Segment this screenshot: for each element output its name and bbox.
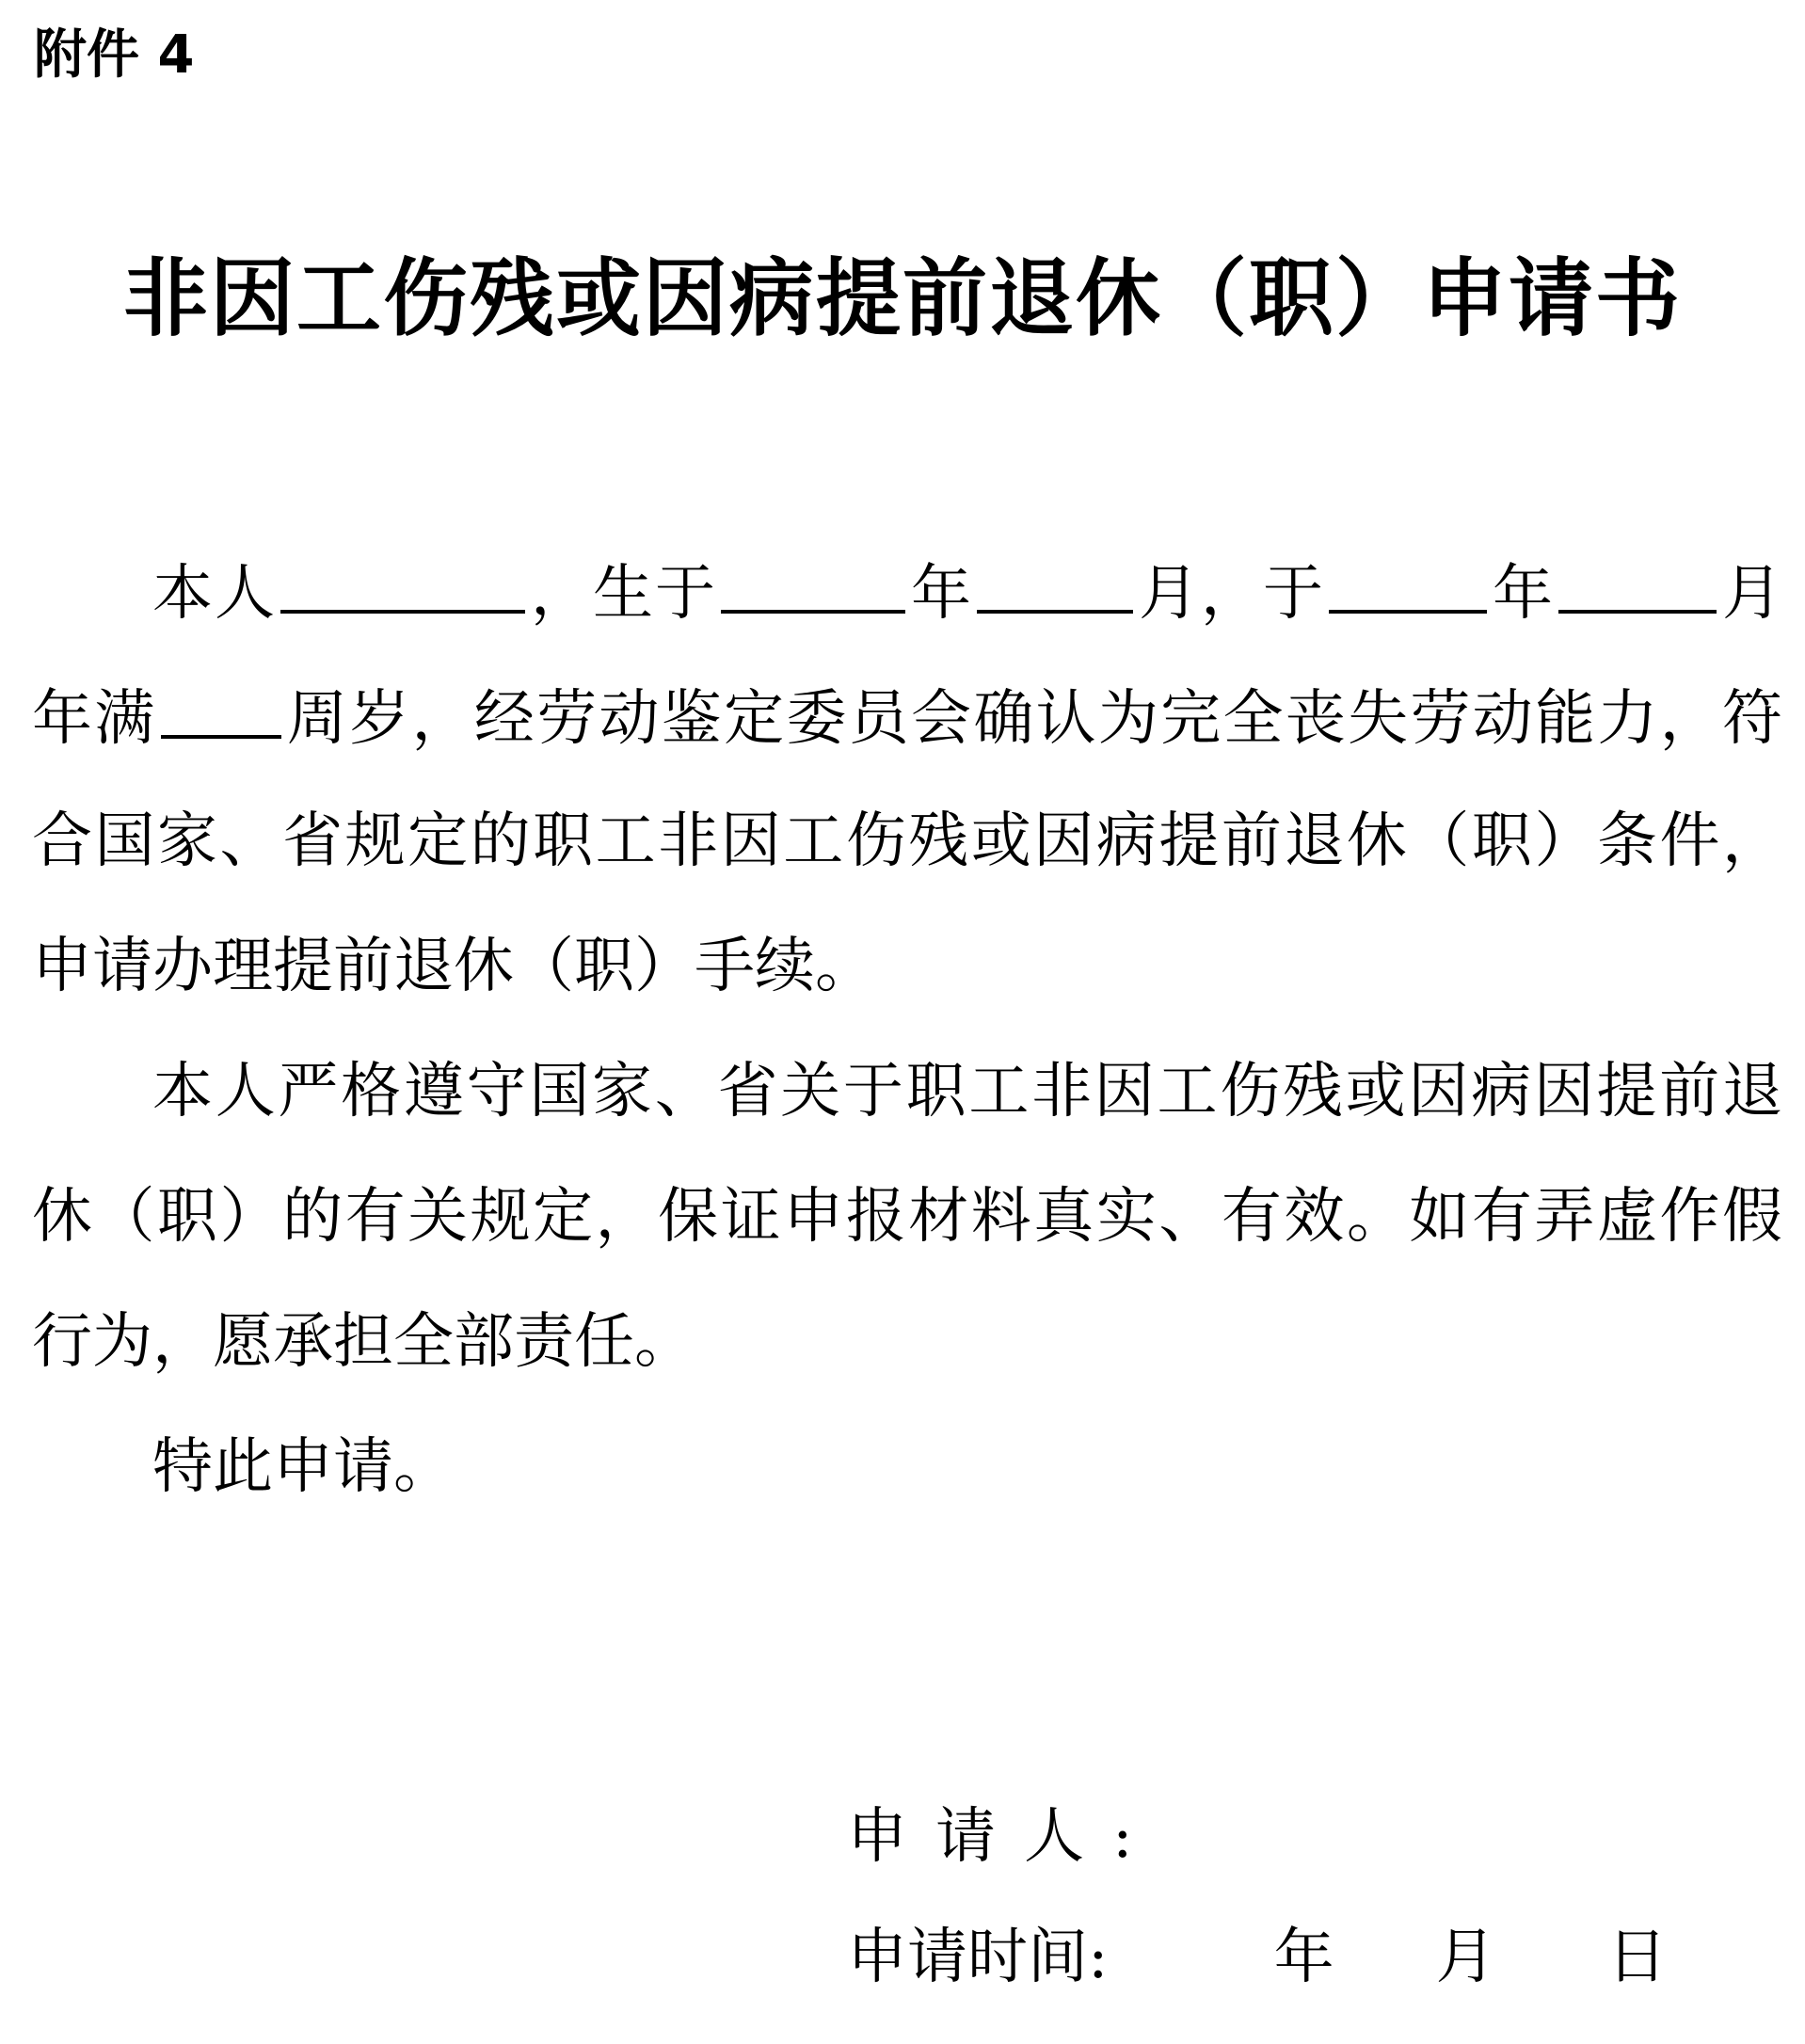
document-title: 非因工伤残或因病提前退休（职）申请书	[123, 248, 1682, 348]
age-reach-month-blank[interactable]	[1558, 553, 1717, 614]
application-date-label: 申请时间:	[847, 1923, 1109, 1992]
text-segment: 月	[1720, 559, 1782, 629]
paragraph-2-line-1: 本人严格遵守国家、省关于职工非因工伤残或因病因提前退	[152, 1057, 1782, 1126]
text-segment: 年	[909, 559, 973, 629]
text-segment: 年满	[32, 684, 157, 754]
paragraph-1-line-3: 合国家、省规定的职工非因工伤残或因病提前退休（职）条件，	[32, 806, 1782, 876]
applicant-label: 申请人:	[847, 1802, 1161, 1872]
birth-month-blank[interactable]	[977, 553, 1133, 614]
application-date-row	[847, 1920, 1668, 1995]
month-unit: 月	[1435, 1923, 1496, 1992]
text-segment: 周岁，经劳动鉴定委员会确认为完全丧失劳动能力，符	[284, 684, 1783, 754]
day-unit: 日	[1606, 1923, 1668, 1992]
year-unit: 年	[1273, 1923, 1334, 1992]
paragraph-2-line-2: 休（职）的有关规定，保证申报材料真实、有效。如有弄虚作假	[32, 1182, 1782, 1252]
paragraph-2-line-3: 行为，愿承担全部责任。	[32, 1307, 695, 1377]
text-segment: 本人	[152, 559, 277, 629]
attachment-label: 附件 4	[34, 24, 195, 86]
birth-year-blank[interactable]	[721, 553, 905, 614]
age-reach-year-blank[interactable]	[1329, 553, 1487, 614]
text-segment: 年	[1491, 559, 1555, 629]
paragraph-1-line-2	[32, 679, 1782, 804]
paragraph-1-line-1	[32, 553, 1782, 679]
text-segment: 月，于	[1137, 559, 1325, 629]
paragraph-1-line-4: 申请办理提前退休（职）手续。	[32, 932, 875, 1001]
name-blank[interactable]	[280, 553, 525, 614]
text-segment: ，生于	[529, 559, 717, 629]
age-blank[interactable]	[161, 679, 281, 739]
closing-line: 特此申请。	[152, 1432, 454, 1502]
document-body	[32, 553, 1782, 1555]
